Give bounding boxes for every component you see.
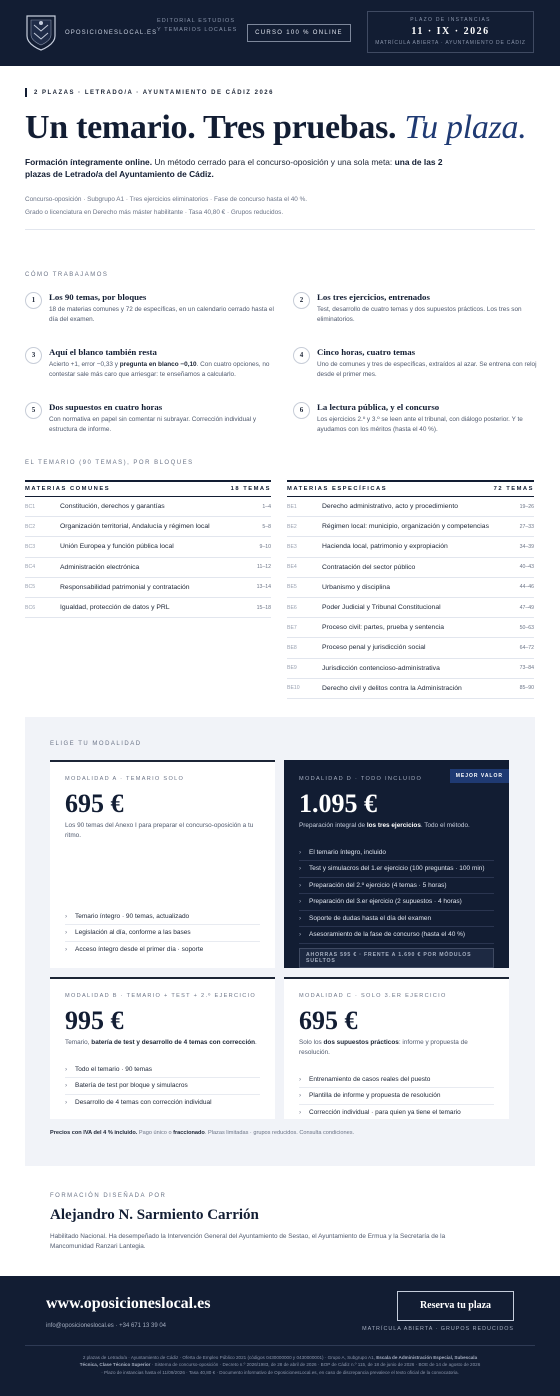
- table-row: [287, 618, 534, 638]
- row-name: Jurisdicción contencioso-administrativa: [322, 664, 440, 672]
- row-code: BE1: [287, 503, 297, 510]
- row-pages: 40–43: [519, 564, 534, 571]
- row-name: Constitución, derechos y garantías: [60, 503, 165, 511]
- hero-meta: [25, 193, 535, 219]
- row-pages: 73–84: [519, 665, 534, 672]
- row-pages: 85–90: [519, 685, 534, 692]
- row-pages: 47–49: [519, 604, 534, 611]
- pricing-card-d[interactable]: [284, 760, 509, 968]
- table-row: [287, 497, 534, 517]
- card-desc: Los 90 temas del Anexo I para preparar el concurso-oposición a tu ritmo.: [65, 821, 254, 839]
- footer-contact[interactable]: info@oposicioneslocal.es · +34 671 13 39 04: [46, 1322, 167, 1329]
- table-row: [25, 517, 271, 537]
- feature-item: › Entrenamiento de casos reales del puesto: [299, 1072, 494, 1089]
- lead-bold-2: una de las 2 plazas de Letrado/a del Ayuntamiento de Cádiz.: [25, 157, 443, 179]
- row-code: BE5: [287, 584, 297, 591]
- feature-item: › Acceso íntegro desde el primer día · soporte: [65, 942, 260, 959]
- best-value-badge: MEJOR VALOR: [450, 769, 509, 783]
- row-name: Proceso civil: partes, prueba y sentencia: [322, 624, 445, 632]
- row-name: Unión Europea y función pública local: [60, 543, 174, 551]
- desc-a: Temario,: [65, 1038, 90, 1046]
- row-name: Derecho civil y delitos contra la Administración: [322, 684, 462, 692]
- footer-registration: MATRÍCULA ABIERTA · GRUPOS REDUCIDOS: [362, 1325, 514, 1332]
- feature-item: › Asesoramiento de la fase de concurso (hasta el 40 %): [299, 927, 494, 944]
- footer-top: [25, 1276, 535, 1346]
- card-price: 695 €: [65, 788, 124, 818]
- table-header: [25, 480, 271, 497]
- step-title: Los tres ejercicios, entrenados: [317, 292, 430, 302]
- table-row: [287, 659, 534, 679]
- hero-lead: [25, 156, 445, 180]
- step-text: [49, 360, 275, 380]
- step-number: 1: [25, 292, 42, 309]
- author-name: Alejandro N. Sarmiento Carrión: [50, 1206, 259, 1223]
- table-row: [287, 558, 534, 578]
- pricing-card-b[interactable]: [50, 977, 275, 1119]
- row-code: BC6: [25, 604, 36, 611]
- pricing-card-a[interactable]: [50, 760, 275, 968]
- row-pages: 15–18: [256, 604, 271, 611]
- row-name: Urbanismo y disciplina: [322, 583, 390, 591]
- row-code: BC4: [25, 564, 36, 571]
- step-2: [293, 292, 543, 347]
- feature-list: [299, 845, 494, 944]
- reserve-button[interactable]: Reserva tu plaza: [397, 1291, 514, 1321]
- row-code: BE6: [287, 604, 297, 611]
- feature-item: › Todo el temario · 90 temas: [65, 1062, 260, 1079]
- row-pages: 44–46: [519, 584, 534, 591]
- step-text-bold: pregunta en blanco −0,10: [119, 361, 197, 368]
- row-name: Hacienda local, patrimonio y expropiación: [322, 543, 448, 551]
- pricing-card-c[interactable]: [284, 977, 509, 1119]
- deadline-sub: MATRÍCULA ABIERTA · AYUNTAMIENTO DE CÁDIZ: [375, 40, 526, 46]
- step-text: Test, desarrollo de cuatro temas y dos supuestos prácticos. Los tres son eliminatorios.: [317, 306, 522, 323]
- lead-bold: Formación íntegramente online.: [25, 157, 153, 167]
- table-row: [287, 638, 534, 658]
- row-code: BC5: [25, 584, 36, 591]
- row-pages: 34–39: [519, 543, 534, 550]
- step-title: Cinco horas, cuatro temas: [317, 347, 416, 357]
- step-text-a: Acierto +1, error −0,33 y: [49, 361, 118, 368]
- row-code: BE4: [287, 564, 297, 571]
- table-header-count: 18 TEMAS: [230, 486, 271, 492]
- desc-bold: dos supuestos prácticos: [323, 1038, 399, 1046]
- feature-item: › Plantilla de informe y propuesta de resolución: [299, 1088, 494, 1105]
- step-5: [25, 402, 275, 457]
- brand-name[interactable]: OPOSICIONESLOCAL.ES: [65, 30, 158, 36]
- row-pages: 27–33: [519, 523, 534, 530]
- desc-a: Preparación integral de: [299, 821, 366, 829]
- desc-c: . Todo el método.: [420, 821, 470, 829]
- specific-subjects-table: [287, 480, 534, 699]
- table-row: [25, 537, 271, 557]
- steps-grid: [25, 292, 535, 457]
- step-number: 4: [293, 347, 310, 364]
- step-text: Los ejercicios 2.º y 3.º se leen ante el tribunal, con diálogo posterior. Y te ayudamos con los méritos (hasta el 40 %).: [317, 416, 523, 433]
- legal-2: · Sistema de concurso-oposición · Decreto n.º 2026/1983, de 28 de abril de 2026 · BOP de Cádiz n.º 115, de 18 de junio de 2026 · BOE de 14 de agosto de 2026: [151, 1362, 481, 1368]
- table-header-label: MATERIAS COMUNES: [25, 486, 111, 492]
- meta-line-2: Grado o licenciatura en Derecho más máster habilitante · Tasa 40,80 € · Grupos reducidos.: [25, 209, 284, 216]
- saving-note: AHORRAS 595 € · FRENTE A 1.690 € POR MÓDULOS SUELTOS: [299, 948, 494, 968]
- feature-list: [65, 1062, 260, 1112]
- pricing-section: [25, 717, 535, 1166]
- eyebrow-text: 2 PLAZAS · LETRADO/A · AYUNTAMIENTO DE CÁDIZ 2026: [34, 89, 274, 96]
- step-text: Con normativa en papel sin comentar ni subrayar. Corrección individual y estructura de informe.: [49, 416, 257, 433]
- author-bio: Habilitado Nacional. Ha desempeñado la Intervención General del Ayuntamiento de Sestao, el Ayuntamiento de Ermua y la Secretaría de la Mancomunidad Ranzari Lantegia.: [50, 1232, 446, 1250]
- row-name: Responsabilidad patrimonial y contratación: [60, 583, 190, 591]
- step-4: [293, 347, 543, 402]
- step-3: [25, 347, 275, 402]
- step-number: 5: [25, 402, 42, 419]
- note-text-2: . Plazas limitadas · grupos reducidos. Consulta condiciones.: [204, 1129, 355, 1136]
- row-pages: 13–14: [256, 584, 271, 591]
- card-price: 695 €: [299, 1005, 358, 1035]
- desc-c: .: [255, 1038, 257, 1046]
- step-text: 18 de materias comunes y 72 de específicas, en un calendario cerrado hasta el día del examen.: [49, 306, 274, 323]
- step-1: [25, 292, 275, 347]
- feature-item: › Temario íntegro · 90 temas, actualizado: [65, 909, 260, 926]
- tagline: [157, 17, 237, 35]
- card-desc: [299, 1038, 494, 1058]
- footer-url-link[interactable]: www.oposicioneslocal.es: [46, 1294, 211, 1312]
- crest-logo-icon[interactable]: [25, 14, 57, 52]
- deadline-date: 11 · IX · 2026: [411, 26, 490, 37]
- desc-bold: batería de test y desarrollo de 4 temas con corrección: [91, 1038, 256, 1046]
- table-row: [287, 679, 534, 699]
- feature-item: › Soporte de dudas hasta el día del examen: [299, 911, 494, 928]
- row-code: BE9: [287, 665, 297, 672]
- title-main: Un temario. Tres pruebas.: [25, 109, 397, 146]
- card-price: 995 €: [65, 1005, 124, 1035]
- note-bold: Precios con IVA del 4 % incluido.: [50, 1129, 138, 1136]
- table-header-label: MATERIAS ESPECÍFICAS: [287, 486, 388, 492]
- feature-list: [65, 909, 260, 959]
- meta-line-1: Concurso-oposición · Subgrupo A1 · Tres ejercicios eliminatorios · Fase de concurso hasta el 40 %.: [25, 196, 308, 203]
- table-row: [287, 578, 534, 598]
- row-code: BC3: [25, 543, 36, 550]
- step-6: [293, 402, 543, 457]
- feature-item: › El temario íntegro, incluido: [299, 845, 494, 862]
- legal-2-bold: Técnica, Clase Técnico Superior: [79, 1362, 151, 1368]
- syllabus-section: [0, 460, 560, 699]
- row-name: Régimen local: municipio, organización y competencias: [322, 523, 489, 531]
- section-title: ELIGE TU MODALIDAD: [50, 740, 142, 747]
- tagline-line-1: EDITORIAL ESTUDIOS: [157, 18, 236, 24]
- hero-eyebrow: [25, 88, 535, 97]
- site-header: [0, 0, 560, 66]
- note-text: Pago único o: [138, 1129, 172, 1136]
- row-name: Contratación del sector público: [322, 563, 416, 571]
- row-code: BE10: [287, 685, 300, 692]
- step-text-c: . Con cuatro opciones, no contestar sale más caro que arriesgar: te enseñamos a calcularlo.: [49, 361, 270, 378]
- tagline-line-2: Y TEMARIOS LOCALES: [157, 27, 238, 33]
- row-pages: 50–63: [519, 624, 534, 631]
- card-label: MODALIDAD C · SOLO 3.ER EJERCICIO: [299, 992, 447, 999]
- feature-item: › Desarrollo de 4 temas con corrección individual: [65, 1095, 260, 1112]
- lead-text: Un método cerrado para el concurso-oposición y una sola meta:: [154, 157, 393, 167]
- feature-list: [299, 1072, 494, 1122]
- site-footer: [0, 1276, 560, 1396]
- desc-bold: los tres ejercicios: [366, 821, 421, 829]
- step-number: 3: [25, 347, 42, 364]
- row-pages: 64–72: [519, 644, 534, 651]
- card-label: MODALIDAD A · TEMARIO SOLO: [65, 775, 185, 782]
- legal-3: · Plazo de instancias hasta el 11/09/2026 · Tasa 40,80 € · Documento informativo de OposicionesLocal.es, en caso de discrepancia prevalece el texto oficial de la convocatoria.: [101, 1369, 459, 1375]
- card-label: MODALIDAD D · TODO INCLUIDO: [299, 775, 423, 782]
- row-code: BE8: [287, 644, 297, 651]
- step-number: 2: [293, 292, 310, 309]
- card-desc: [299, 821, 494, 831]
- table-row: [25, 497, 271, 517]
- row-name: Proceso penal y jurisdicción social: [322, 644, 426, 652]
- eyebrow-bar: [25, 88, 27, 97]
- online-course-button[interactable]: CURSO 100 % ONLINE: [247, 24, 351, 42]
- row-code: BE7: [287, 624, 297, 631]
- step-text: Uno de comunes y tres de específicas, extraídos al azar. Se entrena con reloj desde el primer mes.: [317, 361, 537, 378]
- hero-section: [0, 66, 560, 230]
- table-header: [287, 480, 534, 497]
- table-row: [287, 598, 534, 618]
- table-row: [287, 537, 534, 557]
- row-pages: 5–8: [262, 523, 271, 530]
- table-row: [25, 558, 271, 578]
- row-code: BC1: [25, 503, 36, 510]
- row-pages: 1–4: [262, 503, 271, 510]
- syllabus-columns: [25, 480, 535, 699]
- step-title: Dos supuestos en cuatro horas: [49, 402, 163, 412]
- feature-item: › Preparación del 3.er ejercicio (2 supuestos · 4 horas): [299, 894, 494, 911]
- desc-c: : informe y propuesta de resolución.: [299, 1038, 468, 1056]
- table-row: [287, 517, 534, 537]
- row-code: BE3: [287, 543, 297, 550]
- pricing-note: [50, 1130, 510, 1136]
- row-name: Administración electrónica: [60, 563, 140, 571]
- row-name: Poder Judicial y Tribunal Constitucional: [322, 604, 441, 612]
- author-label: FORMACIÓN DISEÑADA POR: [50, 1192, 167, 1199]
- legal-1: 2 plazas de Letrado/a · Ayuntamiento de Cádiz · Oferta de Empleo Público 2021 (códigos 0430000000 y 0430000001) · Grupo A, Subgrupo A1,: [82, 1354, 375, 1360]
- step-number: 6: [293, 402, 310, 419]
- row-pages: 19–26: [519, 503, 534, 510]
- how-we-work-section: [0, 230, 560, 457]
- row-code: BE2: [287, 523, 297, 530]
- feature-item: › Batería de test por bloque y simulacros: [65, 1078, 260, 1095]
- row-pages: 9–10: [259, 543, 271, 550]
- card-desc: [65, 1038, 260, 1048]
- row-pages: 11–12: [256, 564, 271, 571]
- note-bold-2: fraccionado: [173, 1129, 205, 1136]
- section-title: EL TEMARIO (90 TEMAS), POR BLOQUES: [25, 460, 194, 466]
- pricing-cards: [50, 760, 510, 1119]
- step-title: Aquí el blanco también resta: [49, 347, 157, 357]
- legal-1-bold: Escala de Administración Especial, Subescala: [376, 1354, 478, 1360]
- feature-item: › Preparación del 2.º ejercicio (4 temas · 5 horas): [299, 878, 494, 895]
- page-title: [25, 108, 535, 148]
- section-title: CÓMO TRABAJAMOS: [25, 272, 109, 278]
- author-section: [0, 1166, 560, 1276]
- common-subjects-table: [25, 480, 271, 699]
- feature-item: › Corrección individual · para quien ya tiene el temario: [299, 1105, 494, 1122]
- table-row: [25, 598, 271, 618]
- title-accent: Tu plaza.: [404, 109, 527, 146]
- card-price: 1.095 €: [299, 788, 377, 818]
- step-title: La lectura pública, y el concurso: [317, 402, 440, 412]
- feature-item: › Legislación al día, conforme a las bases: [65, 925, 260, 942]
- step-title: Los 90 temas, por bloques: [49, 292, 147, 302]
- deadline-label: PLAZO DE INSTANCIAS: [410, 17, 491, 23]
- card-label: MODALIDAD B · TEMARIO + TEST + 2.º EJERCICIO: [65, 992, 257, 999]
- row-name: Organización territorial, Andalucía y régimen local: [60, 523, 210, 531]
- table-row: [25, 578, 271, 598]
- legal-text: [25, 1354, 535, 1377]
- row-name: Igualdad, protección de datos y PRL: [60, 604, 170, 612]
- desc-a: Solo los: [299, 1038, 322, 1046]
- row-name: Derecho administrativo, acto y procedimiento: [322, 503, 459, 511]
- table-header-count: 72 TEMAS: [493, 486, 534, 492]
- row-code: BC2: [25, 523, 36, 530]
- deadline-box: [367, 11, 534, 53]
- feature-item: › Test y simulacros del 1.er ejercicio (100 preguntas · 100 min): [299, 861, 494, 878]
